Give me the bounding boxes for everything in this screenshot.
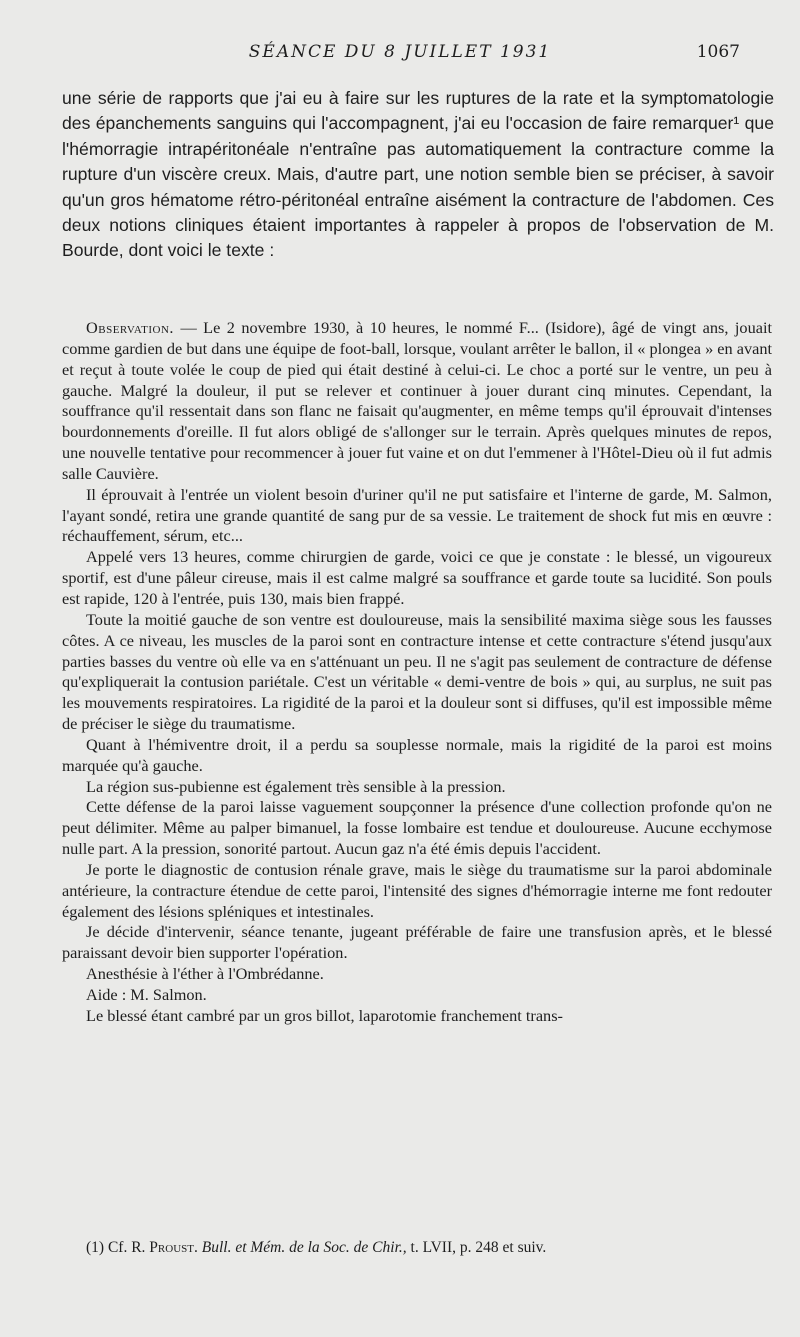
running-title: SÉANCE DU 8 JUILLET 1931 <box>248 42 552 62</box>
footnote <box>86 1238 776 1258</box>
observation-section <box>62 318 772 1027</box>
observation-paragraph <box>62 318 772 485</box>
body-paragraph: Je décide d'intervenir, séance tenante, jugeant préférable de faire une transfusion après, et le blessé paraissant devoir bien supporter l'opération. <box>62 922 772 963</box>
body-paragraph: Anesthésie à l'éther à l'Ombrédanne. <box>86 964 324 984</box>
observation-label: Observation. <box>86 318 174 337</box>
body-paragraph: Toute la moitié gauche de son ventre est douloureuse, mais la sensibilité maxima siège sous les fausses côtes. A ce niveau, les muscles de la paroi sont en contracture intense et cette contracture s'étend jusqu'aux parties basses du ventre où elle va en s'atténuant un peu. Il ne s'agit pas seulement de contracture de défense qu'expliquerait la contusion pariétale. C'est un véritable « demi-ventre de bois » qui, au surplus, ne suit pas les mouvements respiratoires. La rigidité de la paroi et la douleur sont si diffuses, qu'il est impossible même de préciser le siège du traumatisme. <box>62 609 772 734</box>
intro-paragraph: une série de rapports que j'ai eu à faire sur les ruptures de la rate et la symptomatologie des épanchements sanguins qui l'accompagnent, j'ai eu l'occasion de faire remarquer¹ que l'hémorragie intrapéritonéale n'entraîne pas automatiquement la contracture comme la rupture d'un viscère creux. Mais, d'autre part, une notion semble bien se préciser, à savoir qu'un gros hématome rétro-péritonéal entraîne aisément la contracture de l'abdomen. Ces deux notions cliniques étaient importantes à rappeler à propos de l'observation de M. Bourde, dont voici le texte : <box>62 88 774 261</box>
body-paragraph: Appelé vers 13 heures, comme chirurgien de garde, voici ce que je constate : le blessé, un vigoureux sportif, est d'une pâleur cireuse, mais il est calme malgré sa souffrance et garde toute sa lucidité. Son pouls est rapide, 120 à l'entrée, puis 130, mais bien frappé. <box>62 547 772 608</box>
footnote-author: Proust. <box>149 1239 198 1256</box>
body-paragraph: Aide : M. Salmon. <box>86 985 207 1004</box>
page-number: 1067 <box>696 42 740 62</box>
footnote-prefix: Cf. R. <box>107 1239 146 1256</box>
observation-text: — Le 2 novembre 1930, à 10 heures, le nommé F... (Isidore), âgé de vingt ans, jouait comme gardien de but dans une équipe de foot-ball, lorsque, voulant arrêter le ballon, il « plongea » en avant et reçut à toute volée le coup de pied qui était destiné à celui-ci. Le choc a porté sur le ventre, un peu à gauche. Malgré la douleur, il put se relever et continuer à jouer durant cinq minutes. Cependant, la souffrance qu'il ressentait dans son flanc ne faisait qu'augmenter, en même temps qu'il éprouvait d'intenses bourdonnements d'oreille. Il fut alors obligé de s'allonger sur le terrain. Après quelques minutes de repos, une nouvelle tentative pour recommencer à jouer fut vaine et on dut l'emmener à l'Hôtel-Dieu où il fut admis salle Cauvière. <box>62 318 772 483</box>
body-paragraph: Quant à l'hémiventre droit, il a perdu sa souplesse normale, mais la rigidité de la paroi est moins marquée qu'à gauche. <box>62 734 772 775</box>
body-paragraph: Je porte le diagnostic de contusion rénale grave, mais le siège du traumatisme sur la paroi abdominale antérieure, la contracture étendue de cette paroi, l'intensité des signes d'hémorragie interne me font redouter également des lésions spléniques et intestinales. <box>62 859 772 921</box>
footnote-marker: (1) <box>86 1239 105 1256</box>
intro-section <box>62 86 774 264</box>
page-header <box>60 42 740 70</box>
body-paragraph: Cette défense de la paroi laisse vaguement soupçonner la présence d'une collection profonde qu'on ne peut délimiter. Même au palper bimanuel, la fosse lombaire est tendue et douloureuse. Aucune ecchymose nulle part. A la pression, sonorité partout. Aucun gaz n'a été émis depuis l'accident. <box>62 797 772 859</box>
body-paragraph: La région sus-pubienne est également très sensible à la pression. <box>86 776 506 796</box>
body-paragraph: Il éprouvait à l'entrée un violent besoin d'uriner qu'il ne put satisfaire et l'interne de garde, M. Salmon, l'ayant sondé, retira une grande quantité de sang pur de sa vessie. Le traitement de shock fut mis en œuvre : réchauffement, sérum, etc... <box>62 484 772 546</box>
footnote-reference: t. LVII, p. 248 et suiv. <box>410 1239 547 1256</box>
body-paragraph: Le blessé étant cambré par un gros billot, laparotomie franchement trans- <box>86 1005 563 1025</box>
footnote-journal: Bull. et Mém. de la Soc. de Chir., <box>201 1239 407 1256</box>
